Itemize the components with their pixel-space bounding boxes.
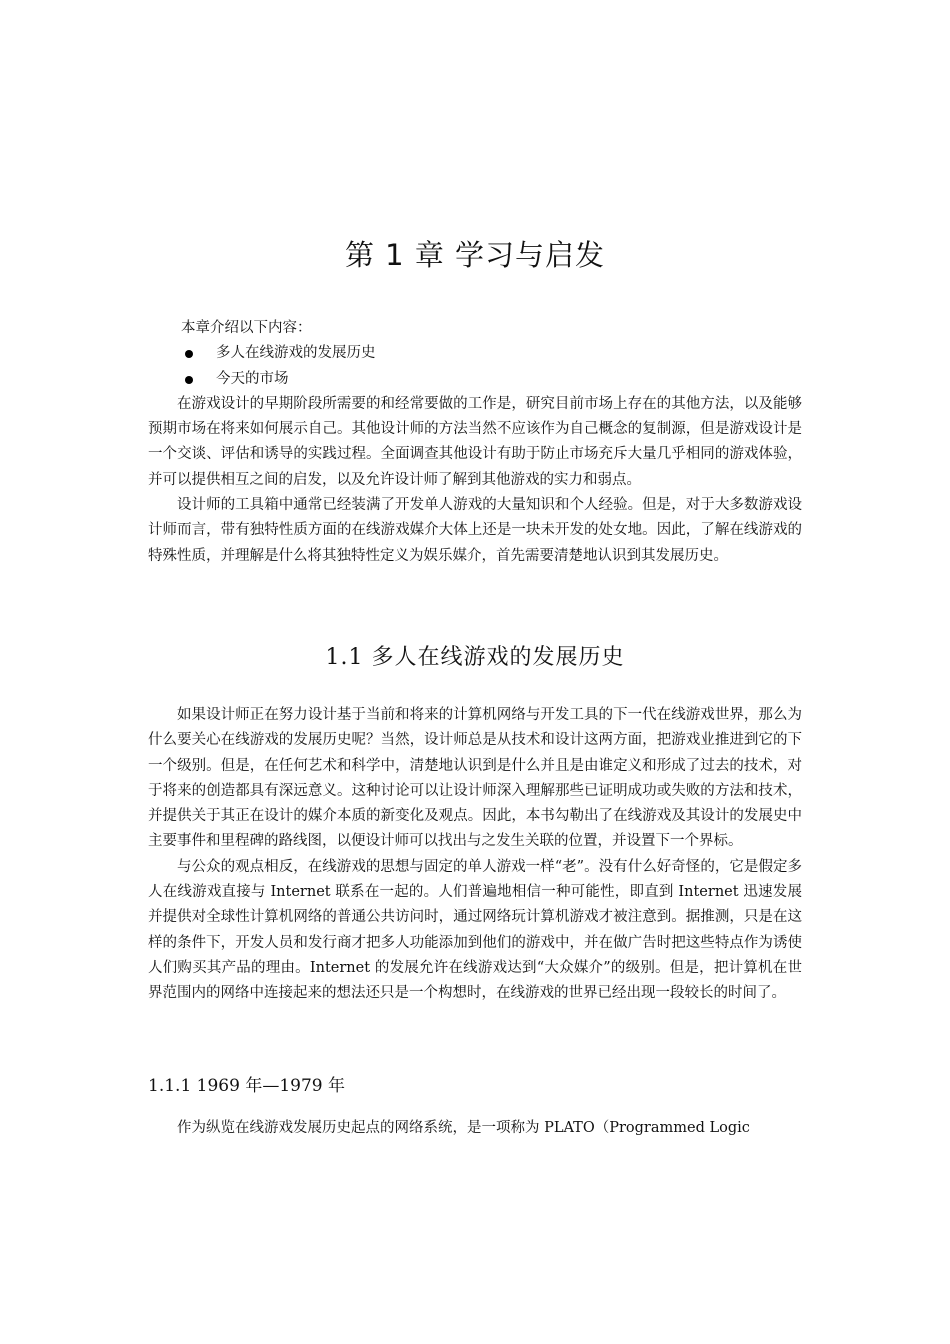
- bullet-icon: [185, 350, 193, 358]
- intro-paragraph: 设计师的工具箱中通常已经装满了开发单人游戏的大量知识和个人经验。但是，对于大多数游戏设计师而言，带有独特性质方面的在线游戏媒介大体上还是一块未开发的处女地。因此，了解在线游戏的特殊性质，并理解是什么将其独特性定义为娱乐媒介，首先需要清楚地认识到其发展历史。: [148, 497, 802, 564]
- intro-lead: 本章介绍以下内容：: [181, 320, 312, 336]
- intro-paragraph: 在游戏设计的早期阶段所需要的和经常要做的工作是，研究目前市场上存在的其他方法，以及能够预期市场在将来如何展示自己。其他设计师的方法当然不应该作为自己概念的复制源，但是游戏设计是一个交谈、评估和诱导的实践过程。全面调查其他设计有助于防止市场充斥大量几乎相同的游戏体验，并可以提供相互之间的启发，以及允许设计师了解到其他游戏的实力和弱点。: [148, 395, 802, 488]
- bullet-text: 多人在线游戏的发展历史: [216, 345, 376, 362]
- section-paragraph: 与公众的观点相反，在线游戏的思想与固定的单人游戏一样“老”。没有什么好奇怪的，它是假定多人在线游戏直接与 Internet 联系在一起的。人们普遍地相信一种可能性，即直到 Internet 迅速发展并提供对全球性计算机网络的普通公共访问时，通过网络玩计算机游戏才被注意到。据推测，只是在这样的条件下，开发人员和发行商才把多人功能添加到他们的游戏中，并在做广告时把这些特点作为诱使人们购买其产品的理由。Internet 的发展允许在线游戏达到“大众媒介”的级别。但是，把计算机在世界范围内的网络中连接起来的想法还只是一个构想时，在线游戏的世界已经出现一段较长的时间了。: [148, 858, 802, 1002]
- subsection-paragraph: 作为纵览在线游戏发展历史起点的网络系统，是一项称为 PLATO（Programmed Logic: [177, 1120, 750, 1136]
- list-item: [148, 341, 802, 366]
- chapter-intro: [148, 316, 802, 569]
- bullet-text: 今天的市场: [216, 370, 289, 387]
- subsection-body: [148, 1116, 802, 1141]
- list-item: [148, 367, 802, 392]
- subsection-title: 1.1.1 1969 年—1979 年: [148, 1076, 345, 1096]
- chapter-title: 第 1 章 学习与启发: [344, 238, 606, 272]
- section-title: 1.1 多人在线游戏的发展历史: [325, 645, 625, 670]
- bullet-icon: [185, 376, 193, 384]
- intro-bullet-list: [148, 341, 802, 392]
- section-body: [148, 703, 802, 1007]
- section-paragraph: 如果设计师正在努力设计基于当前和将来的计算机网络与开发工具的下一代在线游戏世界，那么为什么要关心在线游戏的发展历史呢？当然，设计师总是从技术和设计这两方面，把游戏业推进到它的下一个级别。但是，在任何艺术和科学中，清楚地认识到是什么并且是由谁定义和形成了过去的技术，对于将来的创造都具有深远意义。这种讨论可以让设计师深入理解那些已证明成功或失败的方法和技术，并提供关于其正在设计的媒介本质的新变化及观点。因此，本书勾勒出了在线游戏及其设计的发展史中主要事件和里程碑的路线图，以便设计师可以找出与之发生关联的位置，并设置下一个界标。: [148, 707, 802, 850]
